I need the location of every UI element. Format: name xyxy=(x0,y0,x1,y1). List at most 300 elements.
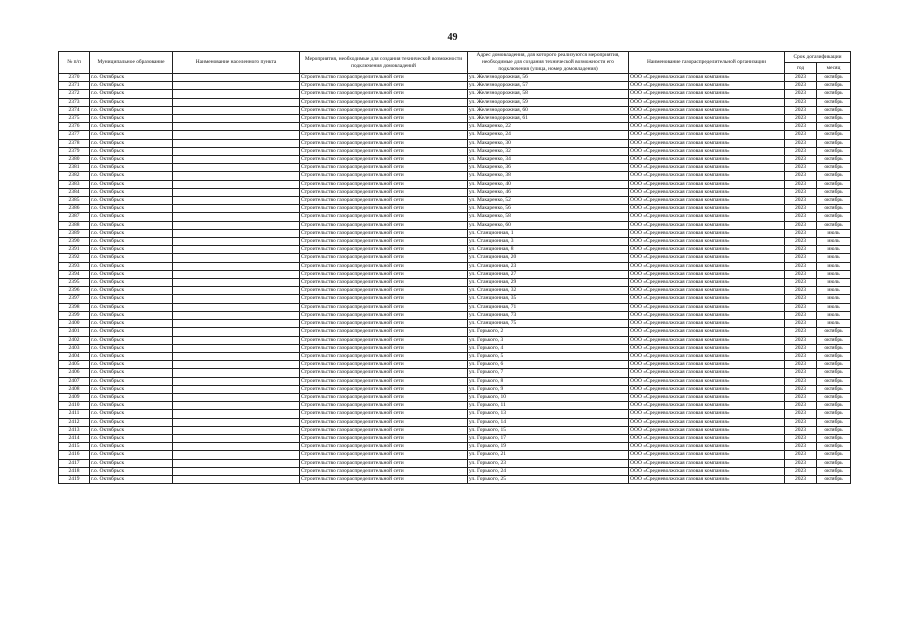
row-number: 2387 xyxy=(59,213,90,221)
row-municipality: г.о. Октябрьск xyxy=(90,254,173,262)
row-measure: Строительство газораспределительной сети xyxy=(300,131,468,139)
row-address: ул. Станционная, 73 xyxy=(468,311,629,319)
row-municipality: г.о. Октябрьск xyxy=(90,475,173,483)
row-municipality: г.о. Октябрьск xyxy=(90,426,173,434)
row-municipality: г.о. Октябрьск xyxy=(90,106,173,114)
row-organization: ООО «Средневолжская газовая компания» xyxy=(629,238,785,246)
row-settlement xyxy=(173,426,300,434)
row-address: ул. Макаренко, 60 xyxy=(468,221,629,229)
row-organization: ООО «Средневолжская газовая компания» xyxy=(629,426,785,434)
row-measure: Строительство газораспределительной сети xyxy=(300,393,468,401)
row-address: ул. Станционная, 23 xyxy=(468,262,629,270)
table-row xyxy=(59,262,851,270)
row-municipality: г.о. Октябрьск xyxy=(90,98,173,106)
row-year: 2023 xyxy=(785,385,817,393)
row-month: октябрь xyxy=(817,385,851,393)
row-organization: ООО «Средневолжская газовая компания» xyxy=(629,205,785,213)
row-address: ул. Макаренко, 32 xyxy=(468,147,629,155)
row-year: 2023 xyxy=(785,410,817,418)
table-row xyxy=(59,336,851,344)
table-row xyxy=(59,98,851,106)
table-row xyxy=(59,320,851,328)
row-number: 2372 xyxy=(59,90,90,98)
table-row xyxy=(59,369,851,377)
row-organization: ООО «Средневолжская газовая компания» xyxy=(629,352,785,360)
table-row xyxy=(59,205,851,213)
row-organization: ООО «Средневолжская газовая компания» xyxy=(629,311,785,319)
row-month: октябрь xyxy=(817,344,851,352)
table-row xyxy=(59,418,851,426)
row-number: 2397 xyxy=(59,295,90,303)
row-settlement xyxy=(173,82,300,90)
row-month: октябрь xyxy=(817,123,851,131)
row-number: 2407 xyxy=(59,377,90,385)
row-number: 2398 xyxy=(59,303,90,311)
row-settlement xyxy=(173,344,300,352)
row-organization: ООО «Средневолжская газовая компания» xyxy=(629,106,785,114)
row-organization: ООО «Средневолжская газовая компания» xyxy=(629,279,785,287)
table-row xyxy=(59,123,851,131)
row-municipality: г.о. Октябрьск xyxy=(90,393,173,401)
row-municipality: г.о. Октябрьск xyxy=(90,205,173,213)
row-month: октябрь xyxy=(817,221,851,229)
header-year: год xyxy=(785,63,817,74)
row-measure: Строительство газораспределительной сети xyxy=(300,451,468,459)
row-settlement xyxy=(173,205,300,213)
row-measure: Строительство газораспределительной сети xyxy=(300,369,468,377)
row-settlement xyxy=(173,156,300,164)
table-header xyxy=(59,52,851,74)
row-address: ул. Станционная, 1 xyxy=(468,229,629,237)
row-organization: ООО «Средневолжская газовая компания» xyxy=(629,74,785,82)
row-year: 2023 xyxy=(785,352,817,360)
row-measure: Строительство газораспределительной сети xyxy=(300,352,468,360)
header-num: № п/п xyxy=(59,52,90,74)
row-organization: ООО «Средневолжская газовая компания» xyxy=(629,188,785,196)
row-address: ул. Макаренко, 38 xyxy=(468,172,629,180)
row-organization: ООО «Средневолжская газовая компания» xyxy=(629,246,785,254)
row-organization: ООО «Средневолжская газовая компания» xyxy=(629,90,785,98)
row-municipality: г.о. Октябрьск xyxy=(90,467,173,475)
row-organization: ООО «Средневолжская газовая компания» xyxy=(629,467,785,475)
row-number: 2377 xyxy=(59,131,90,139)
row-municipality: г.о. Октябрьск xyxy=(90,123,173,131)
row-month: октябрь xyxy=(817,377,851,385)
row-settlement xyxy=(173,369,300,377)
row-measure: Строительство газораспределительной сети xyxy=(300,172,468,180)
table-row xyxy=(59,361,851,369)
row-settlement xyxy=(173,238,300,246)
row-settlement xyxy=(173,451,300,459)
row-municipality: г.о. Октябрьск xyxy=(90,451,173,459)
row-address: ул. Горького, 23 xyxy=(468,459,629,467)
row-number: 2396 xyxy=(59,287,90,295)
row-measure: Строительство газораспределительной сети xyxy=(300,82,468,90)
header-address: Адрес домовладения, для которого реализуются мероприятия, необходимые для создания технической возможности его подключения (улица, номер домовладения) xyxy=(468,52,629,74)
table-row xyxy=(59,82,851,90)
row-number: 2403 xyxy=(59,344,90,352)
row-address: ул. Горького, 4 xyxy=(468,344,629,352)
row-organization: ООО «Средневолжская газовая компания» xyxy=(629,451,785,459)
row-year: 2023 xyxy=(785,467,817,475)
table-row xyxy=(59,287,851,295)
row-year: 2023 xyxy=(785,221,817,229)
table-row xyxy=(59,377,851,385)
row-month: октябрь xyxy=(817,475,851,483)
row-month: октябрь xyxy=(817,410,851,418)
row-number: 2375 xyxy=(59,115,90,123)
row-measure: Строительство газораспределительной сети xyxy=(300,106,468,114)
row-settlement xyxy=(173,336,300,344)
row-month: октябрь xyxy=(817,369,851,377)
table-row xyxy=(59,279,851,287)
row-number: 2395 xyxy=(59,279,90,287)
row-address: ул. Железнодорожная, 60 xyxy=(468,106,629,114)
row-organization: ООО «Средневолжская газовая компания» xyxy=(629,139,785,147)
table-body xyxy=(59,74,851,484)
gasification-table xyxy=(58,51,851,484)
row-year: 2023 xyxy=(785,287,817,295)
row-address: ул. Станционная, 35 xyxy=(468,295,629,303)
row-settlement xyxy=(173,188,300,196)
row-settlement xyxy=(173,221,300,229)
row-year: 2023 xyxy=(785,336,817,344)
row-year: 2023 xyxy=(785,377,817,385)
row-measure: Строительство газораспределительной сети xyxy=(300,254,468,262)
row-year: 2023 xyxy=(785,254,817,262)
row-measure: Строительство газораспределительной сети xyxy=(300,467,468,475)
row-organization: ООО «Средневолжская газовая компания» xyxy=(629,402,785,410)
row-year: 2023 xyxy=(785,188,817,196)
row-month: октябрь xyxy=(817,98,851,106)
row-address: ул. Железнодорожная, 57 xyxy=(468,82,629,90)
row-month: июль xyxy=(817,295,851,303)
row-measure: Строительство газораспределительной сети xyxy=(300,74,468,82)
row-address: ул. Станционная, 20 xyxy=(468,254,629,262)
row-address: ул. Станционная, 75 xyxy=(468,320,629,328)
row-year: 2023 xyxy=(785,361,817,369)
table-row xyxy=(59,467,851,475)
row-settlement xyxy=(173,270,300,278)
row-settlement xyxy=(173,311,300,319)
row-number: 2408 xyxy=(59,385,90,393)
row-settlement xyxy=(173,443,300,451)
table-row xyxy=(59,459,851,467)
row-organization: ООО «Средневолжская газовая компания» xyxy=(629,98,785,106)
row-settlement xyxy=(173,147,300,155)
row-organization: ООО «Средневолжская газовая компания» xyxy=(629,131,785,139)
row-organization: ООО «Средневолжская газовая компания» xyxy=(629,262,785,270)
row-address: ул. Горького, 21 xyxy=(468,451,629,459)
row-measure: Строительство газораспределительной сети xyxy=(300,434,468,442)
row-address: ул. Горького, 17 xyxy=(468,434,629,442)
row-address: ул. Макаренко, 40 xyxy=(468,180,629,188)
row-settlement xyxy=(173,475,300,483)
row-year: 2023 xyxy=(785,229,817,237)
row-year: 2023 xyxy=(785,180,817,188)
row-measure: Строительство газораспределительной сети xyxy=(300,90,468,98)
row-month: октябрь xyxy=(817,443,851,451)
row-organization: ООО «Средневолжская газовая компания» xyxy=(629,361,785,369)
row-settlement xyxy=(173,377,300,385)
row-number: 2399 xyxy=(59,311,90,319)
row-settlement xyxy=(173,352,300,360)
row-month: июль xyxy=(817,270,851,278)
row-year: 2023 xyxy=(785,147,817,155)
row-settlement xyxy=(173,459,300,467)
row-year: 2023 xyxy=(785,262,817,270)
row-municipality: г.о. Октябрьск xyxy=(90,295,173,303)
row-number: 2405 xyxy=(59,361,90,369)
table-row xyxy=(59,311,851,319)
row-address: ул. Станционная, 29 xyxy=(468,279,629,287)
row-organization: ООО «Средневолжская газовая компания» xyxy=(629,475,785,483)
row-measure: Строительство газораспределительной сети xyxy=(300,295,468,303)
table-row xyxy=(59,164,851,172)
row-measure: Строительство газораспределительной сети xyxy=(300,98,468,106)
row-month: октябрь xyxy=(817,328,851,336)
row-year: 2023 xyxy=(785,123,817,131)
row-settlement xyxy=(173,139,300,147)
row-measure: Строительство газораспределительной сети xyxy=(300,344,468,352)
row-number: 2409 xyxy=(59,393,90,401)
row-number: 2389 xyxy=(59,229,90,237)
row-settlement xyxy=(173,115,300,123)
row-measure: Строительство газораспределительной сети xyxy=(300,377,468,385)
row-settlement xyxy=(173,180,300,188)
row-settlement xyxy=(173,279,300,287)
table-row xyxy=(59,90,851,98)
row-organization: ООО «Средневолжская газовая компания» xyxy=(629,254,785,262)
row-measure: Строительство газораспределительной сети xyxy=(300,221,468,229)
row-organization: ООО «Средневолжская газовая компания» xyxy=(629,82,785,90)
row-settlement xyxy=(173,303,300,311)
row-month: июль xyxy=(817,238,851,246)
row-settlement xyxy=(173,197,300,205)
row-municipality: г.о. Октябрьск xyxy=(90,434,173,442)
row-year: 2023 xyxy=(785,172,817,180)
row-municipality: г.о. Октябрьск xyxy=(90,443,173,451)
row-settlement xyxy=(173,467,300,475)
row-month: июль xyxy=(817,287,851,295)
row-year: 2023 xyxy=(785,328,817,336)
row-month: октябрь xyxy=(817,172,851,180)
row-year: 2023 xyxy=(785,344,817,352)
row-month: октябрь xyxy=(817,352,851,360)
table-row xyxy=(59,475,851,483)
row-number: 2370 xyxy=(59,74,90,82)
table-row xyxy=(59,213,851,221)
row-measure: Строительство газораспределительной сети xyxy=(300,459,468,467)
table-row xyxy=(59,303,851,311)
row-organization: ООО «Средневолжская газовая компания» xyxy=(629,418,785,426)
row-address: ул. Горького, 14 xyxy=(468,418,629,426)
row-organization: ООО «Средневолжская газовая компания» xyxy=(629,213,785,221)
row-measure: Строительство газораспределительной сети xyxy=(300,475,468,483)
row-municipality: г.о. Октябрьск xyxy=(90,172,173,180)
row-month: июль xyxy=(817,320,851,328)
row-year: 2023 xyxy=(785,246,817,254)
row-year: 2023 xyxy=(785,303,817,311)
row-address: ул. Горького, 6 xyxy=(468,361,629,369)
row-address: ул. Макаренко, 24 xyxy=(468,131,629,139)
row-year: 2023 xyxy=(785,82,817,90)
row-address: ул. Макаренко, 34 xyxy=(468,156,629,164)
row-address: ул. Железнодорожная, 56 xyxy=(468,74,629,82)
row-address: ул. Горького, 11 xyxy=(468,402,629,410)
table-row xyxy=(59,344,851,352)
row-number: 2410 xyxy=(59,402,90,410)
row-measure: Строительство газораспределительной сети xyxy=(300,156,468,164)
row-municipality: г.о. Октябрьск xyxy=(90,115,173,123)
table-row xyxy=(59,352,851,360)
row-number: 2392 xyxy=(59,254,90,262)
row-month: октябрь xyxy=(817,451,851,459)
row-municipality: г.о. Октябрьск xyxy=(90,385,173,393)
table-row xyxy=(59,74,851,82)
row-settlement xyxy=(173,172,300,180)
row-month: октябрь xyxy=(817,361,851,369)
row-year: 2023 xyxy=(785,213,817,221)
table-row xyxy=(59,402,851,410)
row-year: 2023 xyxy=(785,139,817,147)
header-month: месяц xyxy=(817,63,851,74)
row-organization: ООО «Средневолжская газовая компания» xyxy=(629,197,785,205)
row-address: ул. Горького, 2 xyxy=(468,328,629,336)
row-municipality: г.о. Октябрьск xyxy=(90,229,173,237)
row-municipality: г.о. Октябрьск xyxy=(90,164,173,172)
row-year: 2023 xyxy=(785,451,817,459)
row-month: октябрь xyxy=(817,147,851,155)
row-address: ул. Станционная, 8 xyxy=(468,246,629,254)
row-number: 2379 xyxy=(59,147,90,155)
row-number: 2380 xyxy=(59,156,90,164)
row-year: 2023 xyxy=(785,106,817,114)
row-municipality: г.о. Октябрьск xyxy=(90,156,173,164)
row-address: ул. Макаренко, 58 xyxy=(468,213,629,221)
row-municipality: г.о. Октябрьск xyxy=(90,213,173,221)
table-row xyxy=(59,106,851,114)
row-year: 2023 xyxy=(785,279,817,287)
row-municipality: г.о. Октябрьск xyxy=(90,74,173,82)
row-municipality: г.о. Октябрьск xyxy=(90,279,173,287)
row-address: ул. Станционная, 32 xyxy=(468,287,629,295)
row-number: 2378 xyxy=(59,139,90,147)
row-organization: ООО «Средневолжская газовая компания» xyxy=(629,369,785,377)
row-month: октябрь xyxy=(817,82,851,90)
table-row xyxy=(59,410,851,418)
row-settlement xyxy=(173,402,300,410)
row-address: ул. Горького, 5 xyxy=(468,352,629,360)
row-municipality: г.о. Октябрьск xyxy=(90,303,173,311)
row-measure: Строительство газораспределительной сети xyxy=(300,213,468,221)
row-measure: Строительство газораспределительной сети xyxy=(300,147,468,155)
row-organization: ООО «Средневолжская газовая компания» xyxy=(629,115,785,123)
row-month: июль xyxy=(817,279,851,287)
row-measure: Строительство газораспределительной сети xyxy=(300,188,468,196)
row-month: июль xyxy=(817,262,851,270)
table-row xyxy=(59,238,851,246)
table-row xyxy=(59,434,851,442)
row-measure: Строительство газораспределительной сети xyxy=(300,385,468,393)
table-row xyxy=(59,443,851,451)
table-row xyxy=(59,197,851,205)
row-address: ул. Макаренко, 30 xyxy=(468,139,629,147)
row-year: 2023 xyxy=(785,426,817,434)
row-municipality: г.о. Октябрьск xyxy=(90,180,173,188)
row-measure: Строительство газораспределительной сети xyxy=(300,443,468,451)
row-measure: Строительство газораспределительной сети xyxy=(300,311,468,319)
row-measure: Строительство газораспределительной сети xyxy=(300,303,468,311)
row-settlement xyxy=(173,328,300,336)
row-year: 2023 xyxy=(785,98,817,106)
table-row xyxy=(59,270,851,278)
row-year: 2023 xyxy=(785,475,817,483)
row-number: 2406 xyxy=(59,369,90,377)
row-municipality: г.о. Октябрьск xyxy=(90,402,173,410)
row-number: 2414 xyxy=(59,434,90,442)
row-month: октябрь xyxy=(817,180,851,188)
row-number: 2415 xyxy=(59,443,90,451)
row-measure: Строительство газораспределительной сети xyxy=(300,139,468,147)
row-month: июль xyxy=(817,246,851,254)
row-month: октябрь xyxy=(817,197,851,205)
row-measure: Строительство газораспределительной сети xyxy=(300,115,468,123)
row-year: 2023 xyxy=(785,197,817,205)
row-month: октябрь xyxy=(817,402,851,410)
row-settlement xyxy=(173,254,300,262)
row-number: 2386 xyxy=(59,205,90,213)
row-month: октябрь xyxy=(817,90,851,98)
row-month: октябрь xyxy=(817,205,851,213)
row-organization: ООО «Средневолжская газовая компания» xyxy=(629,393,785,401)
row-settlement xyxy=(173,123,300,131)
row-address: ул. Горького, 9 xyxy=(468,385,629,393)
row-number: 2400 xyxy=(59,320,90,328)
row-organization: ООО «Средневолжская газовая компания» xyxy=(629,172,785,180)
table-row xyxy=(59,254,851,262)
row-municipality: г.о. Октябрьск xyxy=(90,131,173,139)
row-measure: Строительство газораспределительной сети xyxy=(300,287,468,295)
row-number: 2402 xyxy=(59,336,90,344)
row-month: октябрь xyxy=(817,106,851,114)
header-municipality: Муниципальное образование xyxy=(90,52,173,74)
header-measures: Мероприятия, необходимые для создания технической возможности подключения домовладений xyxy=(300,52,468,74)
row-municipality: г.о. Октябрьск xyxy=(90,352,173,360)
row-address: ул. Горького, 19 xyxy=(468,443,629,451)
row-number: 2376 xyxy=(59,123,90,131)
row-number: 2388 xyxy=(59,221,90,229)
row-number: 2385 xyxy=(59,197,90,205)
table-row xyxy=(59,172,851,180)
row-organization: ООО «Средневолжская газовая компания» xyxy=(629,156,785,164)
row-address: ул. Железнодорожная, 61 xyxy=(468,115,629,123)
row-municipality: г.о. Октябрьск xyxy=(90,139,173,147)
row-month: октябрь xyxy=(817,467,851,475)
row-settlement xyxy=(173,287,300,295)
row-organization: ООО «Средневолжская газовая компания» xyxy=(629,328,785,336)
row-measure: Строительство газораспределительной сети xyxy=(300,418,468,426)
row-month: октябрь xyxy=(817,188,851,196)
row-organization: ООО «Средневолжская газовая компания» xyxy=(629,295,785,303)
row-measure: Строительство газораспределительной сети xyxy=(300,229,468,237)
row-organization: ООО «Средневолжская газовая компания» xyxy=(629,123,785,131)
table-row xyxy=(59,221,851,229)
table-row xyxy=(59,147,851,155)
row-address: ул. Горького, 3 xyxy=(468,336,629,344)
row-address: ул. Макаренко, 46 xyxy=(468,188,629,196)
page-number: 49 xyxy=(447,32,458,43)
